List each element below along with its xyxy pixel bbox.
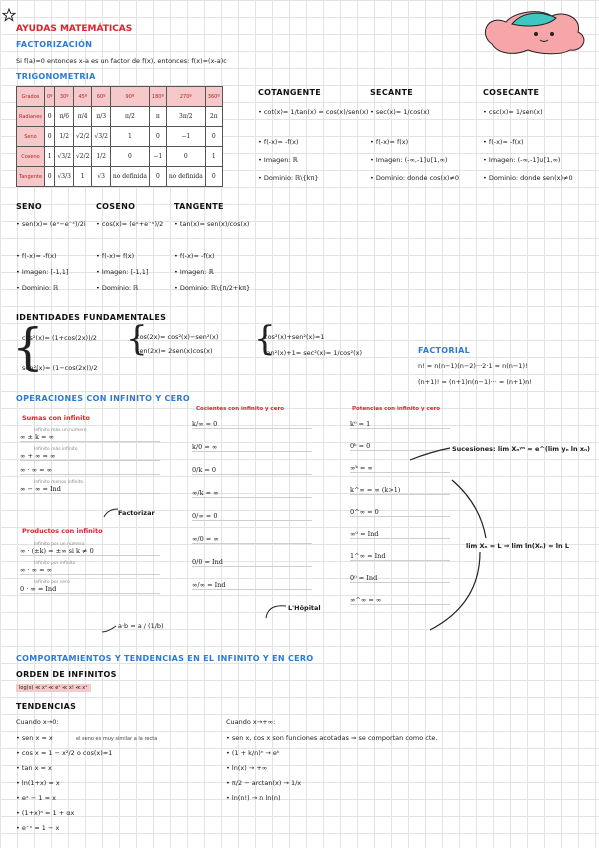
trig-cell: 1 (44, 147, 55, 167)
trig-cell: 0 (149, 167, 166, 187)
sec-image: • Imagen: (-∞,-1]∪[1,∞) (370, 156, 448, 164)
tendency-item: • ln(1+x) ≈ x (16, 779, 60, 787)
trig-cell: no definida (166, 167, 205, 187)
cos-domain: • Dominio: ℝ (96, 284, 139, 292)
trig-table (16, 86, 223, 187)
trig-cell: √3/2 (55, 147, 73, 167)
op-item (20, 428, 160, 442)
tendency-item: • sen x, cos x son funciones acotadas ⇒ se comportan como cte. (226, 734, 438, 742)
op-expr: ∞⁰ = Ind (350, 530, 379, 538)
op-expr: k/0 = ∞ (192, 443, 218, 451)
op-expr: ∞ + ∞ = ∞ (20, 452, 56, 460)
op-item (192, 443, 312, 452)
star-doodle-icon (2, 8, 16, 22)
factorial-heading: FACTORIAL (418, 346, 470, 355)
productos-list (20, 542, 160, 599)
trig-cell: 0 (205, 167, 222, 187)
op-expr: ∞ · ∞ = ∞ (20, 466, 53, 474)
op-expr: 0/0 = Ind (192, 558, 223, 566)
cero-list (16, 734, 216, 839)
csc-parity: • f(-x)= -f(x) (483, 138, 524, 146)
tan-def: • tan(x)= sen(x)/cos(x) (174, 220, 250, 228)
hopital-label: L'Hôpital (288, 604, 321, 612)
trig-row-label: Seno (17, 127, 45, 147)
trig-cell: 0 (166, 147, 205, 167)
cocientes-list (192, 420, 312, 604)
identity-sen2x: sen(2x)= 2sen(x)cos(x) (136, 347, 213, 355)
trig-cell: 0 (205, 127, 222, 147)
sumas-title: Sumas con infinito (22, 414, 90, 422)
cero-note: el seno es muy similar a la recta (76, 736, 158, 742)
trig-header-cell: 0º (44, 87, 55, 107)
sen-def: • sen(x)= (eˣ−e⁻ˣ)/2i (16, 220, 86, 228)
op-item (192, 466, 312, 475)
trig-cell: π/6 (55, 107, 73, 127)
op-item (192, 420, 312, 429)
op-note: Infinito por infinito (34, 561, 76, 566)
trig-row-seno (17, 127, 223, 147)
trig-cell: √3/2 (92, 127, 110, 147)
trig-header-row (17, 87, 223, 107)
op-expr: k⁰ = 1 (350, 420, 371, 428)
cuando-cero: Cuando x→0: (16, 718, 59, 726)
separator-line (20, 493, 160, 494)
trig-heading: TRIGONOMETRIA (16, 72, 96, 81)
trig-cell: −1 (166, 127, 205, 147)
csc-def: • csc(x)= 1/sen(x) (483, 108, 543, 116)
orden-expr: log(x) ≪ xᵃ ≪ eˣ ≪ x! ≪ xˣ (16, 684, 91, 692)
op-item (192, 512, 312, 521)
tendency-item: • cos x ≈ 1 − x²/2 o cos(x)≈1 (16, 749, 113, 757)
op-expr: k^∞ = ∞ (k>1) (350, 486, 401, 494)
op-note: Infinito menos infinito (34, 480, 84, 485)
identity-cos2: cos²(x)= (1+cos(2x))/2 (22, 334, 97, 342)
separator-line (192, 497, 312, 498)
csc-image: • Imagen: (-∞,-1]∪[1,∞) (483, 156, 561, 164)
op-item (20, 447, 160, 461)
op-expr: 0/k = 0 (192, 466, 216, 474)
trig-cell: 1/2 (55, 127, 73, 147)
trig-cell: √3/3 (55, 167, 73, 187)
trig-cell: no definida (110, 167, 149, 187)
trig-cell: π (149, 107, 166, 127)
sucesiones-label: Sucesiones: lim Xₙʸⁿ = e^(lim yₙ ln xₙ) (452, 445, 591, 453)
trig-cell: 0 (44, 167, 55, 187)
tendency-item: • sen x ≈ x (16, 734, 53, 742)
op-expr: ∞ · ∞ = ∞ (20, 566, 53, 574)
comp-heading: COMPORTAMIENTOS Y TENDENCIAS EN EL INFINITO Y EN CERO (16, 654, 314, 663)
inf-list (226, 734, 586, 809)
op-item (350, 420, 450, 429)
tendency-item: • π/2 − arctan(x) → 1/x (226, 779, 302, 787)
potencias-title: Potencias con infinito y cero (352, 406, 440, 412)
op-item (192, 581, 312, 590)
factorization-heading: FACTORIZACIÓN (16, 40, 93, 49)
op-expr: 0⁰ = Ind (350, 574, 378, 582)
separator-line (20, 441, 160, 442)
tendencias-heading: TENDENCIAS (16, 702, 77, 711)
trig-row-label: Radianes (17, 107, 45, 127)
separator-line (192, 520, 312, 521)
op-expr: 0ᵏ = 0 (350, 442, 371, 450)
op-item (192, 558, 312, 567)
separator-line (192, 451, 312, 452)
trig-cell: 1 (110, 127, 149, 147)
op-note: Infinito por un número (34, 542, 85, 547)
trig-header-cell: 30º (55, 87, 73, 107)
op-expr: k/∞ = 0 (192, 420, 218, 428)
op-expr: ∞ − ∞ = Ind (20, 485, 61, 493)
trig-header-cell: 45º (73, 87, 91, 107)
sen-domain: • Dominio: ℝ (16, 284, 59, 292)
trig-cell: 3π/2 (166, 107, 205, 127)
tendency-item: • (1+x)ᵃ ≈ 1 + αx (16, 809, 75, 817)
trig-cell: 2π (205, 107, 222, 127)
cuando-inf: Cuando x→+∞: (226, 718, 276, 726)
ab-fraction: a·b = a / (1/b) (118, 622, 164, 630)
trig-row-tangente (17, 167, 223, 187)
op-expr: 1^∞ = Ind (350, 552, 386, 560)
arrow-factorizar-icon (102, 505, 120, 519)
factorial-rec: (n+1)! = (n+1)n(n−1)··· = (n+1)n! (418, 378, 532, 386)
tan-parity: • f(-x)= -f(x) (174, 252, 215, 260)
separator-line (20, 555, 160, 556)
separator-line (192, 474, 312, 475)
trig-cell: 1 (73, 167, 91, 187)
tan-image: • Imagen: ℝ (174, 268, 214, 276)
tendency-item: • ln(n!) → n ln(n) (226, 794, 281, 802)
page-title: AYUDAS MATEMÁTICAS (16, 24, 133, 34)
trig-cell: 0 (110, 147, 149, 167)
trig-cell: π/4 (73, 107, 91, 127)
trig-row-label: Tangente (17, 167, 45, 187)
tan-title: TANGENTE (174, 202, 224, 211)
separator-line (20, 574, 160, 575)
sen-image: • Imagen: [-1,1] (16, 268, 69, 276)
cos-title: COSENO (96, 202, 136, 211)
op-note: Infinito más un número (34, 428, 87, 433)
cos-parity: • f(-x)= f(x) (96, 252, 135, 260)
separator-line (192, 566, 312, 567)
op-item (20, 542, 160, 556)
op-expr: ∞ ± k = ∞ (20, 433, 54, 441)
cot-image: • Imagen: ℝ (258, 156, 298, 164)
trig-cell: 0 (149, 127, 166, 147)
separator-line (350, 428, 450, 429)
tendency-item: • e⁻ˣ ≈ 1 − x (16, 824, 60, 832)
separator-line (20, 593, 160, 594)
cot-def: • cot(x)= 1/tan(x) = cos(x)/sen(x) (258, 108, 369, 116)
trig-header-cell: Grados (17, 87, 45, 107)
trig-cell: 1 (205, 147, 222, 167)
trig-cell: 0 (44, 127, 55, 147)
factorial-def: n! = n(n−1)(n−2)···2·1 = n(n−1)! (418, 362, 528, 370)
trig-header-cell: 60º (92, 87, 110, 107)
trig-cell: π/3 (92, 107, 110, 127)
op-expr: ∞/k = ∞ (192, 489, 219, 497)
op-expr: ∞/∞ = Ind (192, 581, 226, 589)
trig-cell: √3 (92, 167, 110, 187)
op-note: Infinito más infinito (34, 447, 78, 452)
sec-domain: • Dominio: donde cos(x)≠0 (370, 174, 460, 182)
op-expr: 0^∞ = 0 (350, 508, 379, 516)
tendency-item: • ln(x) → +∞ (226, 764, 268, 772)
factorization-text: Si f(a)=0 entonces x-a es un factor de f(x), entonces: f(x)=(x-a)c (16, 57, 227, 65)
op-expr: ∞ᵏ = ∞ (350, 464, 373, 472)
op-expr: ∞^∞ = ∞ (350, 596, 382, 604)
op-item (20, 480, 160, 494)
trig-header-cell: 360º (205, 87, 222, 107)
orden-heading: ORDEN DE INFINITOS (16, 670, 117, 679)
trig-header-cell: 180º (149, 87, 166, 107)
op-item (192, 489, 312, 498)
tendency-item: • eˣ − 1 ≈ x (16, 794, 56, 802)
separator-line (192, 543, 312, 544)
brace-left: { (12, 318, 44, 376)
trig-header-cell: 90º (110, 87, 149, 107)
op-item (20, 561, 160, 575)
tendency-item: • (1 + k/n)ⁿ → eᵏ (226, 749, 280, 757)
sec-parity: • f(-x)= f(x) (370, 138, 409, 146)
identity-tan-sec: tan²(x)+1= sec²(x)= 1/cos²(x) (264, 349, 363, 357)
sec-def: • sec(x)= 1/cos(x) (370, 108, 430, 116)
trig-cell: 1/2 (92, 147, 110, 167)
lim-xn-label: lim Xₙ = L ⇒ lim ln(Xₙ) = ln L (466, 542, 570, 550)
trig-header-cell: 270º (166, 87, 205, 107)
arrow-ab-icon (100, 620, 118, 634)
productos-title: Productos con infinito (22, 527, 103, 535)
tan-domain: • Dominio: ℝ\{π/2+kπ} (174, 284, 251, 292)
separator-line (192, 589, 312, 590)
op-item (192, 535, 312, 544)
identity-pythag: cos²(x)+sen²(x)=1 (264, 333, 325, 341)
op-expr: ∞/0 = ∞ (192, 535, 219, 543)
brace-middle: { (126, 319, 148, 359)
cos-image: • Imagen: [-1,1] (96, 268, 149, 276)
ops-heading: OPERACIONES CON INFINITO Y CERO (16, 394, 190, 403)
trig-row-radianes (17, 107, 223, 127)
sen-title: SENO (16, 202, 42, 211)
op-expr: ∞ · (±k) = ±∞ si k ≠ 0 (20, 547, 94, 555)
op-expr: 0 · ∞ = Ind (20, 585, 57, 593)
potencias-arrows (400, 444, 599, 644)
trig-cell: √2/2 (73, 147, 91, 167)
tendency-item: • tan x ≈ x (16, 764, 52, 772)
trig-cell: π/2 (110, 107, 149, 127)
op-note: Infinito por cero (34, 580, 70, 585)
cot-domain: • Dominio: ℝ\{kπ} (258, 174, 319, 182)
cot-parity: • f(-x)= -f(x) (258, 138, 299, 146)
sec-title: SECANTE (370, 88, 414, 97)
trig-cell: 0 (44, 107, 55, 127)
op-item (20, 466, 160, 475)
cot-title: COTANGENTE (258, 88, 322, 97)
separator-line (20, 474, 160, 475)
blob-doodle-icon (478, 4, 594, 56)
identities-heading: IDENTIDADES FUNDAMENTALES (16, 313, 167, 322)
factorizar-label: Factorizar (118, 509, 155, 517)
trig-cell: −1 (149, 147, 166, 167)
separator-line (192, 428, 312, 429)
trig-cell: √2/2 (73, 127, 91, 147)
identity-sen2: sen²(x)= (1−cos(2x))/2 (22, 364, 98, 372)
separator-line (20, 460, 160, 461)
identity-cos2x: cos(2x)= cos²(x)−sen²(x) (136, 333, 219, 341)
brace-right: { (254, 319, 276, 359)
csc-domain: • Dominio: donde sen(x)≠0 (483, 174, 573, 182)
op-expr: 0/∞ = 0 (192, 512, 218, 520)
sen-parity: • f(-x)= -f(x) (16, 252, 57, 260)
op-item (20, 580, 160, 594)
sumas-list (20, 428, 160, 499)
cos-def: • cos(x)= (eˣ+e⁻ˣ)/2 (96, 220, 164, 228)
trig-row-coseno (17, 147, 223, 167)
trig-row-label: Coseno (17, 147, 45, 167)
arrow-hopital-icon (262, 600, 288, 622)
cocientes-title: Cocientes con infinito y cero (196, 406, 285, 412)
csc-title: COSECANTE (483, 88, 540, 97)
